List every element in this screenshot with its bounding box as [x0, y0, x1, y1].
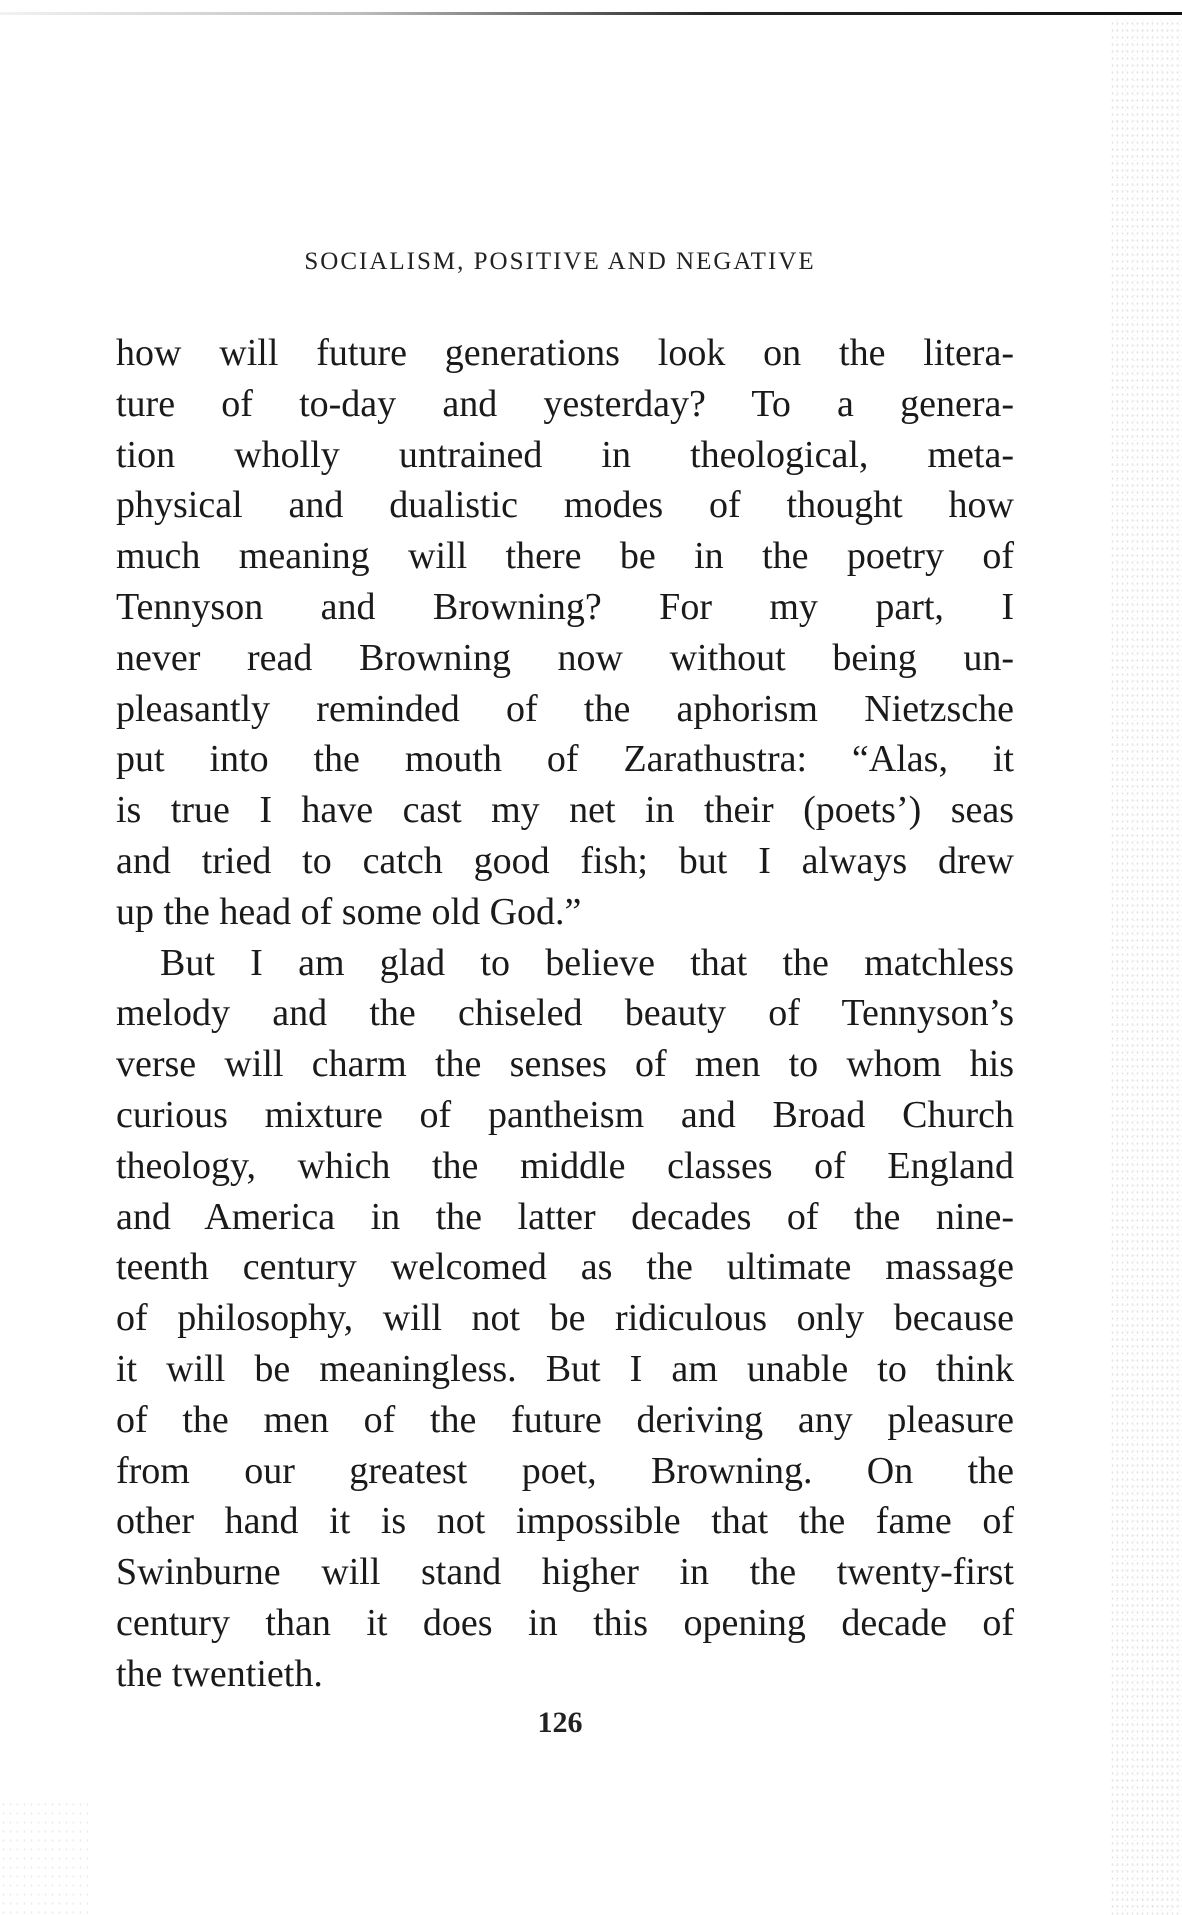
text-line: Swinburne will stand higher in the twenty-first [116, 1551, 1014, 1594]
paragraph-1 [116, 328, 1014, 938]
text-line: and tried to catch good fish; but I always drew [116, 839, 1014, 882]
text-line: it will be meaningless. But I am unable to think [116, 1347, 1014, 1390]
text-line: up the head of some old God.” [116, 890, 582, 933]
paragraph-2 [116, 938, 1014, 1700]
text-line: pleasantly reminded of the aphorism Nietzsche [116, 687, 1014, 730]
text-line: never read Browning now without being un- [116, 636, 1014, 679]
running-head: SOCIALISM, POSITIVE AND NEGATIVE [304, 248, 816, 275]
text-line: But I am glad to believe that the matchless [160, 941, 1014, 984]
text-line: of philosophy, will not be ridiculous only because [116, 1297, 1014, 1340]
text-line: how will future generations look on the litera- [116, 332, 1014, 374]
text-line: teenth century welcomed as the ultimate massage [116, 1246, 1014, 1289]
text-line: Tennyson and Browning? For my part, I [116, 585, 1014, 628]
text-line: curious mixture of pantheism and Broad Church [116, 1093, 1014, 1136]
text-line: other hand it is not impossible that the fame of [116, 1500, 1014, 1543]
text-line: and America in the latter decades of the nine- [116, 1195, 1014, 1238]
text-line: physical and dualistic modes of thought how [116, 484, 1014, 527]
text-line: theology, which the middle classes of England [116, 1144, 1014, 1187]
text-line: melody and the chiseled beauty of Tennyson’s [116, 992, 1014, 1035]
page-corner-texture [0, 1800, 90, 1915]
text-line: is true I have cast my net in their (poets’) seas [116, 789, 1014, 832]
text-line: from our greatest poet, Browning. On the [116, 1449, 1014, 1492]
text-line: the twentieth. [116, 1652, 323, 1695]
text-line: tion wholly untrained in theological, meta- [116, 433, 1014, 476]
text-line: verse will charm the senses of men to whom his [116, 1043, 1014, 1086]
page-edge-texture [1110, 20, 1182, 1915]
page-number: 126 [537, 1706, 583, 1739]
text-line: much meaning will there be in the poetry of [116, 535, 1014, 578]
top-edge-rule [0, 12, 1182, 15]
text-line: century than it does in this opening decade of [116, 1601, 1014, 1644]
text-line: put into the mouth of Zarathustra: “Alas, it [116, 738, 1014, 781]
text-line: ture of to-day and yesterday? To a genera- [116, 382, 1014, 425]
text-line: of the men of the future deriving any pleasure [116, 1398, 1014, 1441]
body-text [116, 328, 1014, 1700]
